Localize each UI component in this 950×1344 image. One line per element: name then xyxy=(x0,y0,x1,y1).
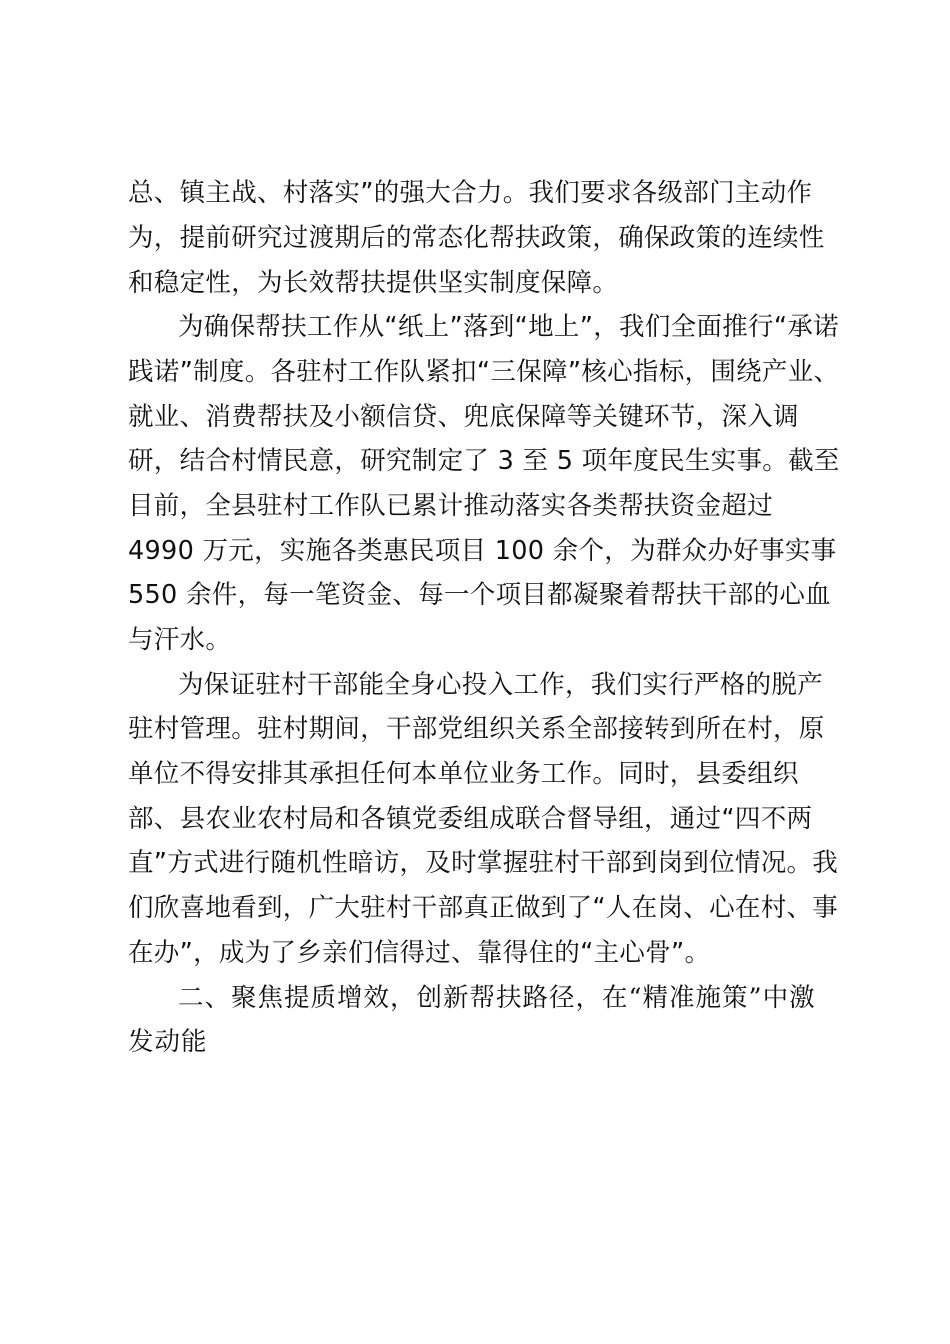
text-line: 目前，全县驻村工作队已累计推动落实各类帮扶资金超过 xyxy=(128,491,774,521)
text-line: 总、镇主战、村落实”的强大合力。我们要求各级部门主动作 xyxy=(128,178,813,208)
paragraph-first-line: 为确保帮扶工作从“纸上”落到“地上”，我们全面推行“承诺 xyxy=(178,312,839,342)
text-line: 为，提前研究过渡期后的常态化帮扶政策，确保政策的连续性 xyxy=(128,223,825,253)
text-line: 与汗水。 xyxy=(128,625,232,655)
paragraph-first-line: 为保证驻村干部能全身心投入工作，我们实行严格的脱产 xyxy=(178,670,824,700)
text-line: 和稳定性，为长效帮扶提供坚实制度保障。 xyxy=(128,268,619,298)
section-heading-continued: 发动能 xyxy=(128,1027,208,1057)
text-line: 们欣喜地看到，广大驻村干部真正做到了“人在岗、心在村、事 xyxy=(128,893,839,923)
text-line: 部、县农业农村局和各镇党委组成联合督导组，通过“四不两 xyxy=(128,804,813,834)
text-line: 研，结合村情民意，研究制定了 3 至 5 项年度民生实事。截至 xyxy=(128,446,840,476)
text-line: 驻村管理。驻村期间，干部党组织关系全部接转到所在村，原 xyxy=(128,714,825,744)
text-line: 践诺”制度。各驻村工作队紧扣“三保障”核心指标，围绕产业、 xyxy=(128,357,840,387)
text-line: 单位不得安排其承担任何本单位业务工作。同时，县委组织 xyxy=(128,759,799,789)
section-heading: 二、聚焦提质增效，创新帮扶路径，在“精准施策”中激 xyxy=(178,983,816,1013)
text-line: 550 余件，每一笔资金、每一个项目都凝聚着帮扶干部的心血 xyxy=(128,580,831,610)
text-line: 4990 万元，实施各类惠民项目 100 余个，为群众办好事实事 xyxy=(128,536,837,566)
text-line: 在办”，成为了乡亲们信得过、靠得住的“主心骨”。 xyxy=(128,938,711,968)
text-line: 直”方式进行随机性暗访，及时掌握驻村干部到岗到位情况。我 xyxy=(128,848,839,878)
text-line: 就业、消费帮扶及小额信贷、兜底保障等关键环节，深入调 xyxy=(128,402,799,432)
